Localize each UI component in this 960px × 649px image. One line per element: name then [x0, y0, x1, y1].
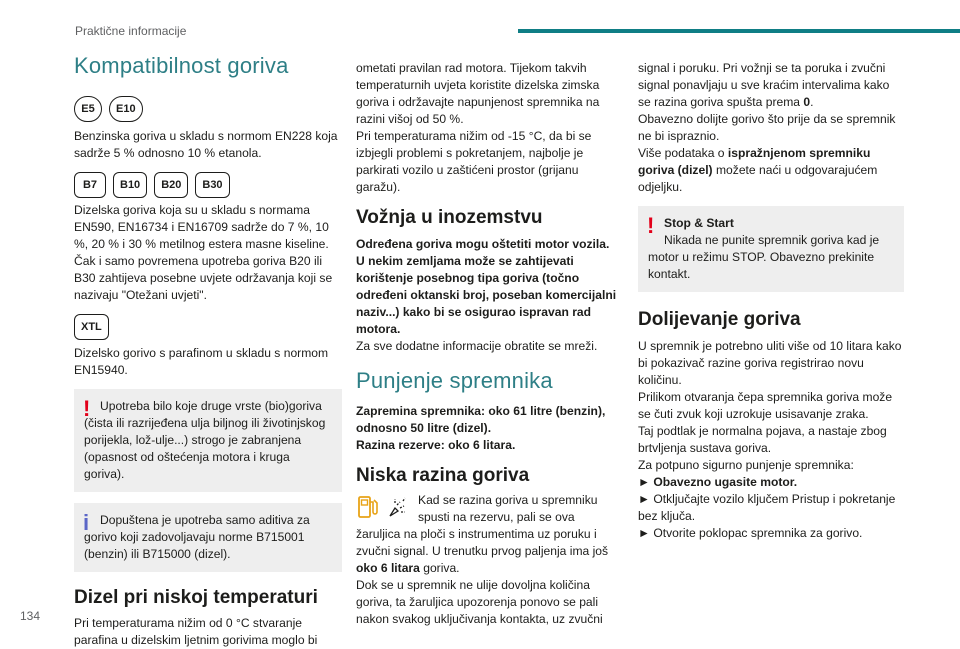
low-text-3: Dok se u spremnik ne ulije dovoljna količina goriva, ta žaruljica upozorenja ponovo se pali nakon svakog uključivanja kontakta, uz zvučni: [356, 578, 603, 626]
reserve-text: Razina rezerve: oko 6 litara.: [356, 438, 516, 452]
stop-start-text: Nikada ne punite spremnik goriva kad je motor u režimu STOP. Obavezno prekinite kontakt.: [648, 233, 880, 281]
fuel-pump-icon: [356, 492, 380, 522]
compat-title: Kompatibilnost goriva: [74, 53, 289, 78]
cold-cont-2: Pri temperaturama nižim od -15 °C, da bi se izbjegli problemi s pokretanjem, najbolje je parkirati vozilo u zaštićeni prostor (grijanu garažu).: [356, 129, 592, 194]
step-1-text: Obavezno ugasite motor.: [653, 475, 798, 489]
column-1: [74, 52, 342, 649]
capacity-text: Zapremina spremnika: oko 61 litre (benzin), odnosno 50 litre (dizel).: [356, 404, 606, 435]
sound-signal-icon: [386, 492, 412, 522]
col3-cont-3: [638, 145, 904, 196]
col3-cont-1a: signal i poruku. Pri vožnji se ta poruka i zvučni signal ponavljaju u sve kraćim intervalima kako se razina goriva spušta prema: [638, 61, 890, 109]
badge-b20: B20: [154, 172, 188, 198]
info-text: Dopuštena je upotreba samo aditiva za gorivo koji zadovoljavaju norme B715001 (benzin) ili B715000 (dizel).: [84, 513, 310, 561]
badge-b30: B30: [195, 172, 229, 198]
fuel-warning-icons: [356, 492, 412, 522]
diesel-badges: [74, 172, 342, 198]
xtl-text: Dizelsko gorivo s parafinom u skladu s normom EN15940.: [74, 346, 329, 377]
header-accent-bar: [518, 29, 960, 33]
col3-cont-2: Obavezno dolijte gorivo što prije da se spremnik ne bi ispraznio.: [638, 112, 896, 143]
col3-cont-3b: možete naći u odgovarajućem odjeljku.: [638, 163, 878, 194]
refuel-3: Taj podtlak je normalna pojava, a nastaje zbog brtvljenja sustava goriva.: [638, 424, 887, 455]
badge-b10: B10: [113, 172, 147, 198]
cold-title: Dizel pri niskoj temperaturi: [74, 587, 318, 608]
step-arrow-icon: ►: [638, 475, 650, 489]
badge-e10: E10: [109, 96, 143, 122]
low-text-1a: Kad se razina goriva u spremniku spusti na rezervu, pali se ova žaruljica na ploči s instrumentima uz poruku i zvučni signal. U trenutku prvog paljenja ima još: [356, 493, 609, 558]
col3-cont-1: signal i poruku. Pri vožnji se ta poruka i zvučni signal ponavljaju u sve kraćim intervalima kako se razina goriva spušta prema 0.: [638, 61, 890, 109]
page-number: 134: [20, 609, 41, 623]
step-3-text: Otvorite poklopac spremnika za gorivo.: [653, 526, 863, 540]
warning-note: [74, 389, 342, 492]
petrol-text: Benzinska goriva u skladu s normom EN228 koja sadrže 5 % odnosno 10 % etanola.: [74, 129, 338, 160]
step-2: [638, 491, 904, 525]
abroad-title: Vožnja u inozemstvu: [356, 207, 543, 228]
step-2-text: Otključajte vozilo ključem Pristup i pokretanje bez ključa.: [638, 492, 896, 523]
badge-e5: E5: [74, 96, 102, 122]
cold-text: Pri temperaturama nižim od 0 °C stvaranje parafina u dizelskim ljetnim gorivima moglo bi: [74, 616, 318, 647]
col3-zero: 0: [803, 95, 811, 109]
warning-icon: !: [83, 396, 91, 421]
column-2: [356, 60, 620, 628]
abroad-text: Za sve dodatne informacije obratite se mreži.: [356, 339, 598, 353]
info-note: [74, 503, 342, 572]
fill-title: Punjenje spremnika: [356, 368, 553, 393]
low-text-bold: oko 6 litara: [356, 561, 420, 575]
info-icon: i: [83, 510, 90, 535]
refuel-1: U spremnik je potrebno uliti više od 10 litara kako bi pokazivač razine goriva registrirao novu količinu.: [638, 339, 902, 387]
abroad-bold: Određena goriva mogu oštetiti motor vozila. U nekim zemljama može se zahtijevati korištenje posebnog tipa goriva (točno određeni oktanski broj, poseban komercijalni naziv...) kako bi se osigurao ispravan rad motora.: [356, 237, 617, 336]
low-title: Niska razina goriva: [356, 465, 530, 486]
step-arrow-icon: ►: [638, 526, 650, 540]
cold-cont-1: ometati pravilan rad motora. Tijekom takvih temperaturnih uvjeta koristite dizelska zimska goriva i održavajte napunjenost spremnika na razini višoj od 50 %.: [356, 61, 600, 126]
petrol-badges: [74, 96, 342, 122]
low-section: [356, 492, 620, 628]
section-header: Praktične informacije: [75, 24, 187, 38]
stop-start-note: [638, 206, 904, 292]
col3-cont-3a: Više podataka o: [638, 146, 725, 160]
warning-icon: !: [647, 213, 655, 238]
step-1: [638, 474, 904, 491]
refuel-title: Dolijevanje goriva: [638, 309, 801, 330]
badge-xtl: XTL: [74, 314, 109, 340]
diesel-text: Dizelska goriva koja su u skladu s normama EN590, EN16734 i EN16709 sadrže do 7 %, 10 %, 20 % i 30 % metilnog estera masne kiseline. Čak i samo povremena upotreba goriva B20 ili B30 zahtijeva posebne uvjete održavanja koji se nazivaju "Otežani uvjeti".: [74, 203, 333, 302]
low-text-2: goriva.: [423, 561, 460, 575]
badge-b7: B7: [74, 172, 106, 198]
xtl-badges: [74, 314, 342, 340]
refuel-4: Za potpuno sigurno punjenje spremnika:: [638, 458, 854, 472]
warning-text: Upotreba bilo koje druge vrste (bio)goriva (čista ili razrijeđena ulja biljnog ili životinjskog porijekla, lož-ulje...) strogo je zabranjena (opasnost od oštećenja motora i kruga goriva).: [84, 399, 326, 481]
refuel-2: Prilikom otvaranja čepa spremnika goriva može se čuti zvuk koji uzrokuje usisavanje zraka.: [638, 390, 893, 421]
step-3: [638, 525, 904, 542]
stop-start-title: Stop & Start: [664, 216, 734, 230]
column-3: [638, 60, 904, 542]
step-arrow-icon: ►: [638, 492, 650, 506]
col3-cont-3-bold: ispražnjenom spremniku goriva (dizel): [638, 146, 871, 177]
